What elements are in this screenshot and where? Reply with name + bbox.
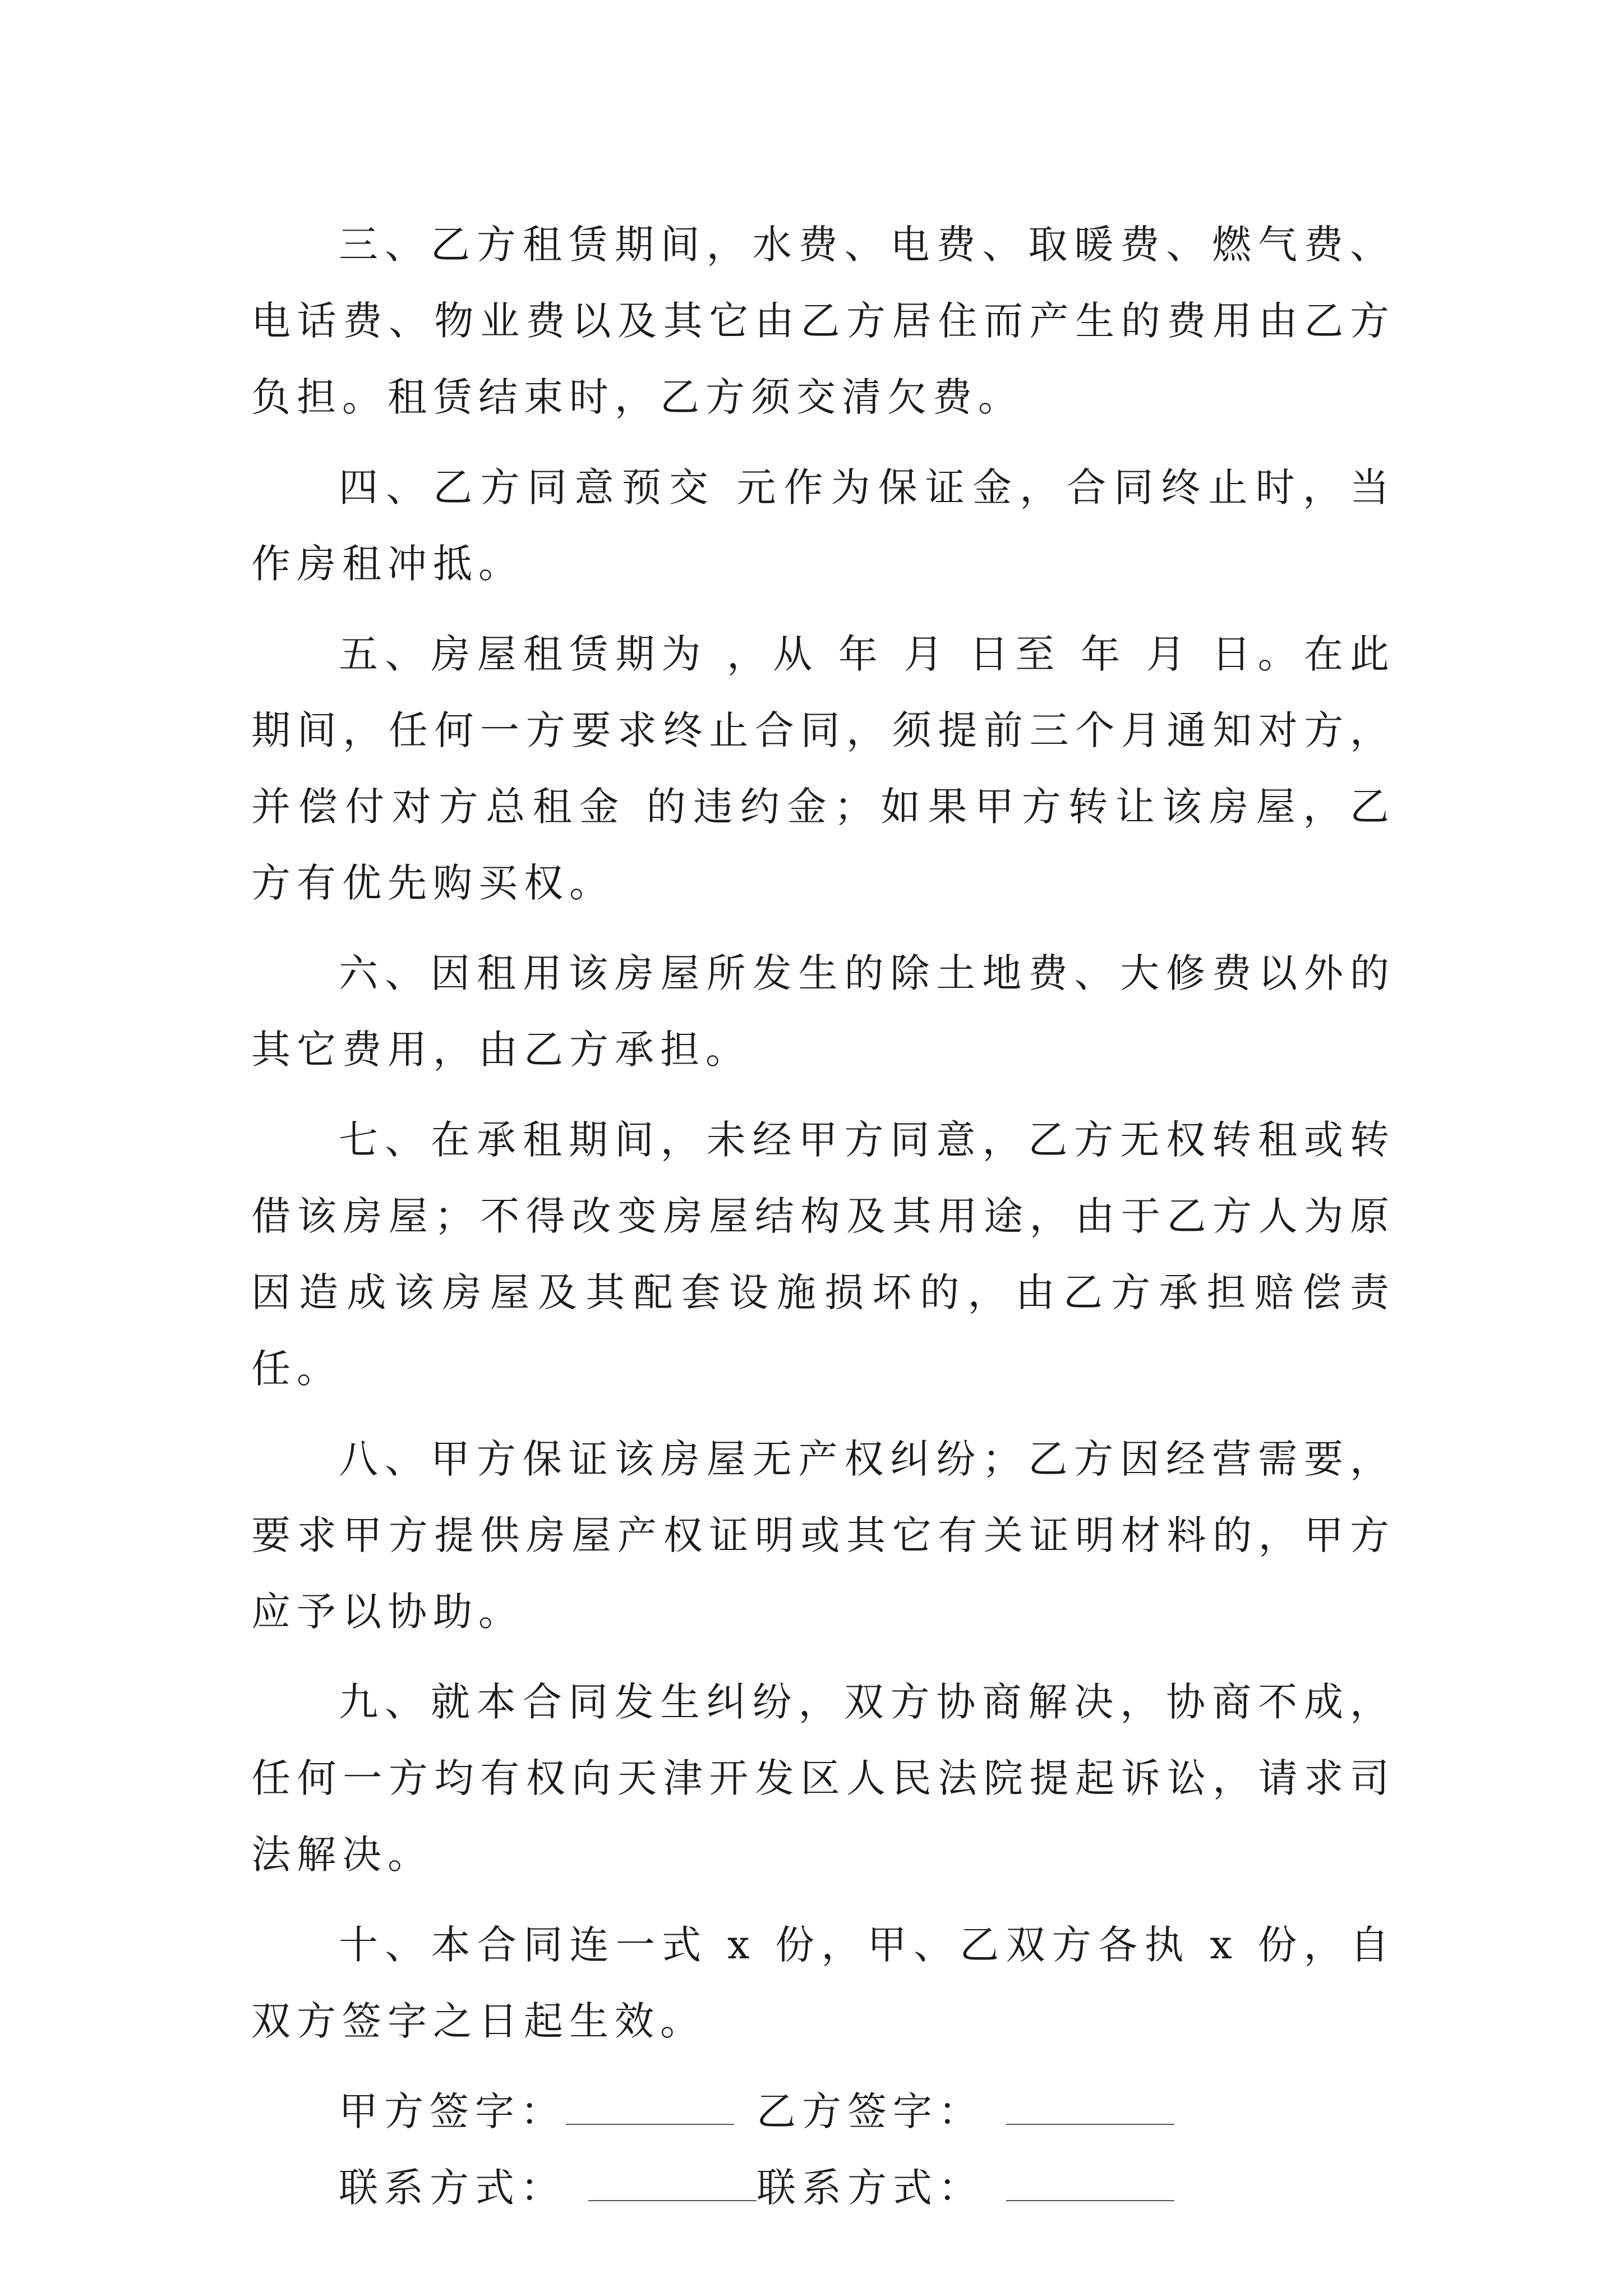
clause-7: 七、在承租期间，未经甲方同意，乙方无权转租或转借该房屋；不得改变房屋结构及其用途，由于乙方人为原因造成该房屋及其配套设施损坏的，由乙方承担赔偿责任。	[251, 1117, 1395, 1392]
party-b-sign-blank	[1006, 2090, 1174, 2125]
party-b-sign-label: 乙方签字：	[757, 2088, 984, 2134]
clause-5: 五、房屋租赁期为 ，从 年 月 日至 年 月 日。在此期间，任何一方要求终止合同，须提前三个月通知对方，并偿付对方总租金 的违约金；如果甲方转让该房屋，乙方有优先购买权。	[251, 631, 1395, 906]
clause-8: 八、甲方保证该房屋无产权纠纷；乙方因经营需要，要求甲方提供房屋产权证明或其它有关证明材料的，甲方应予以协助。	[251, 1436, 1395, 1635]
party-a-sign-label: 甲方签字：	[339, 2088, 566, 2134]
contract-page	[251, 206, 1395, 2226]
clause-9: 九、就本合同发生纠纷，双方协商解决，协商不成，任何一方均有权向天津开发区人民法院提起诉讼，请求司法解决。	[251, 1679, 1395, 1878]
clause-6: 六、因租用该房屋所发生的除土地费、大修费以外的其它费用，由乙方承担。	[251, 950, 1395, 1073]
party-a-contact-label: 联系方式：	[339, 2165, 566, 2211]
contact-row	[339, 2150, 1395, 2226]
clause-3: 三、乙方租赁期间，水费、电费、取暖费、燃气费、电话费、物业费以及其它由乙方居住而产生的费用由乙方负担。租赁结束时，乙方须交清欠费。	[251, 222, 1395, 420]
clause-10: 十、本合同连一式 x 份，甲、乙双方各执 x 份，自双方签字之日起生效。	[251, 1922, 1395, 2044]
clause-4: 四、乙方同意预交 元作为保证金，合同终止时，当作房租冲抵。	[251, 464, 1395, 587]
party-b-contact-label: 联系方式：	[757, 2165, 984, 2211]
party-a-contact-blank	[588, 2166, 757, 2201]
party-a-sign-blank	[566, 2090, 734, 2125]
party-b-contact-blank	[1006, 2166, 1174, 2201]
signature-row	[339, 2073, 1395, 2150]
